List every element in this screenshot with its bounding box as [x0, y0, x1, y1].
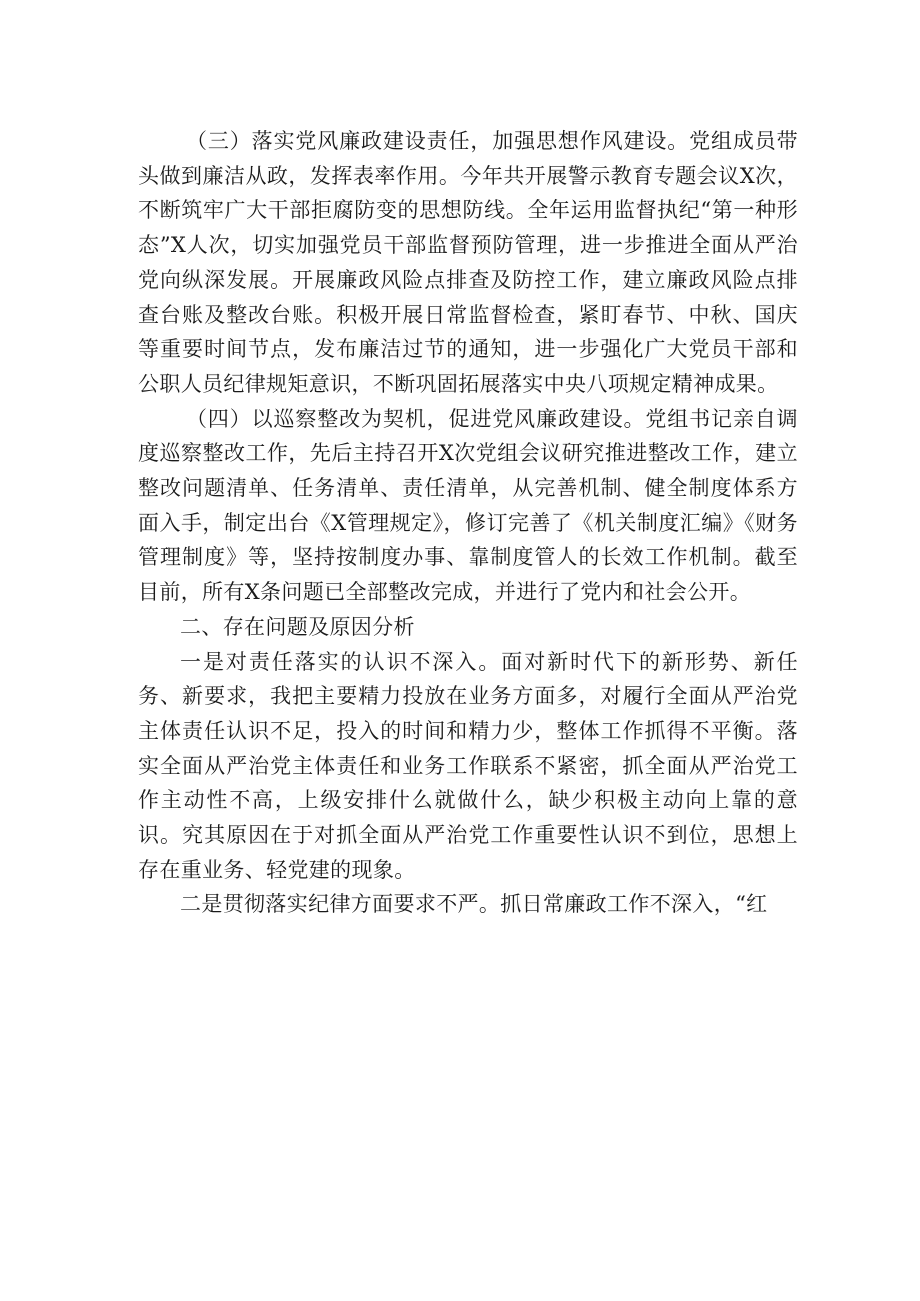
paragraph-problem-1: 一是对责任落实的认识不深入。面对新时代下的新形势、新任务、新要求，我把主要精力投放在业务方面多，对履行全面从严治党主体责任认识不足，投入的时间和精力少，整体工作抓得不平衡。落实全面从严治党主体责任和业务工作联系不紧密，抓全面从严治党工作主动性不高，上级安排什么就做什么，缺少积极主动向上靠的意识。究其原因在于对抓全面从严治党工作重要性认识不到位，思想上存在重业务、轻党建的现象。	[138, 649, 798, 882]
paragraph-section-3: （三）落实党风廉政建设责任，加强思想作风建设。党组成员带头做到廉洁从政，发挥表率作用。今年共开展警示教育专题会议X次，不断筑牢广大干部拒腐防变的思想防线。全年运用监督执纪“第一种形态”X人次，切实加强党员干部监督预防管理，进一步推进全面从严治党向纵深发展。开展廉政风险点排查及防控工作，建立廉政风险点排查台账及整改台账。积极开展日常监督检查，紧盯春节、中秋、国庆等重要时间节点，发布廉洁过节的通知，进一步强化广大党员干部和公职人员纪律规矩意识，不断巩固拓展落实中央八项规定精神成果。	[138, 129, 798, 396]
document-body	[138, 124, 798, 922]
section-heading: 二、存在问题及原因分析	[180, 614, 415, 639]
paragraph-problem-2: 二是贯彻落实纪律方面要求不严。抓日常廉政工作不深入，“红	[180, 892, 768, 917]
paragraph-section-4: （四）以巡察整改为契机，促进党风廉政建设。党组书记亲自调度巡察整改工作，先后主持召开X次党组会议研究推进整改工作，建立整改问题清单、任务清单、责任清单，从完善机制、健全制度体系方面入手，制定出台《X管理规定》，修订完善了《机关制度汇编》《财务管理制度》等，坚持按制度办事、靠制度管人的长效工作机制。截至目前，所有X条问题已全部整改完成，并进行了党内和社会公开。	[138, 406, 798, 605]
